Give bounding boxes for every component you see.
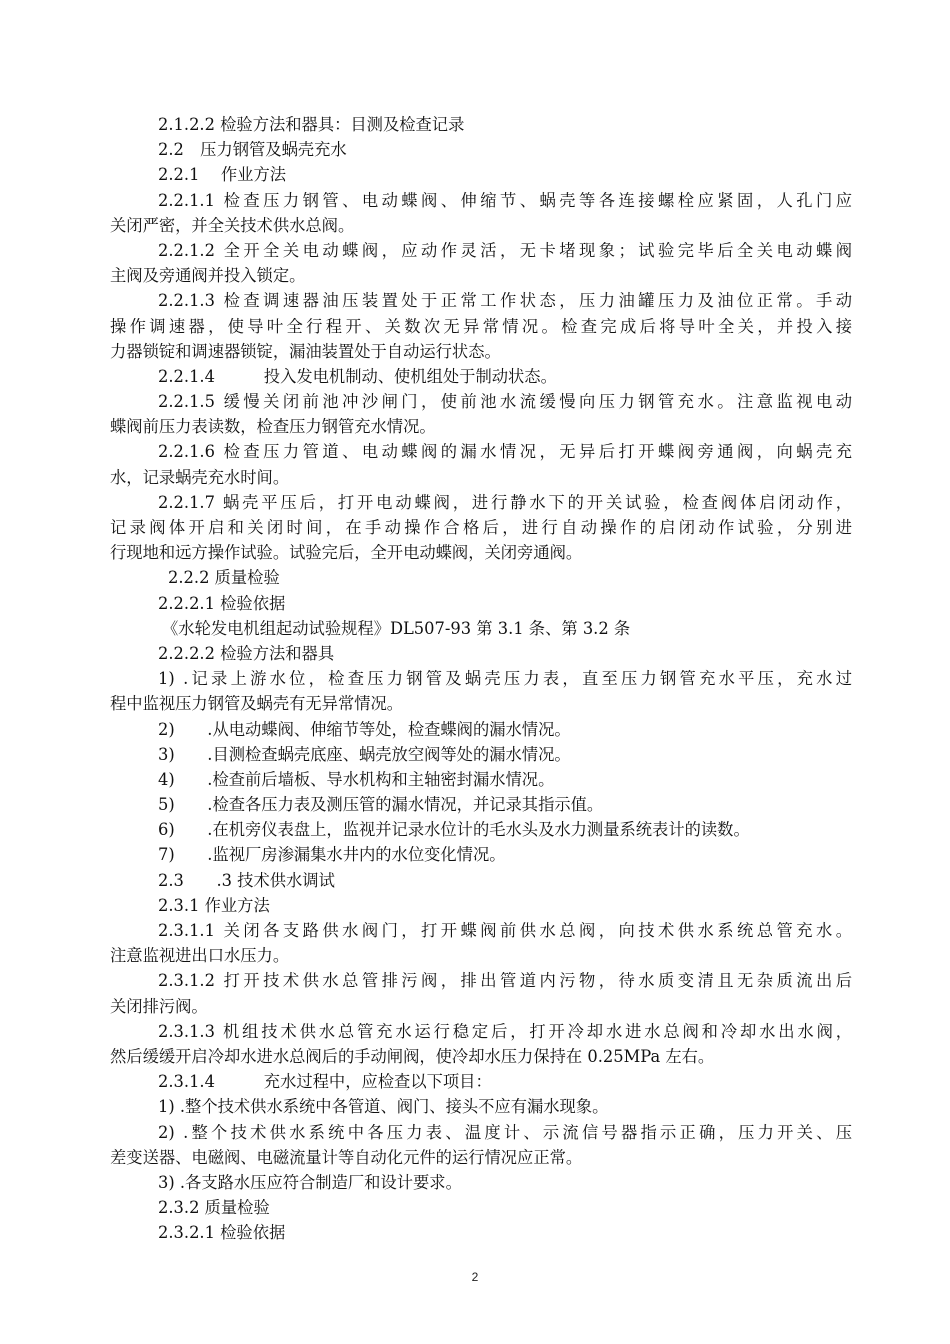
text-line: 2.3.2.1 检验依据 xyxy=(158,1223,286,1243)
text-line: 关闭排污阀。 xyxy=(110,996,208,1016)
page-number: 2 xyxy=(471,1270,479,1284)
text-line: 然后缓缓开启冷却水进水总阀后的手动闸阀，使冷却水压力保持在 0.25MPa 左右。 xyxy=(110,1046,715,1066)
text-line: 《水轮发电机组起动试验规程》DL507-93 第 3.1 条、第 3.2 条 xyxy=(162,618,631,638)
text-line: 2.2.1.1 检查压力钢管、电动蝶阀、伸缩节、蜗壳等各连接螺栓应紧固，人孔门应 xyxy=(158,190,852,210)
text-line: 主阀及旁通阀并投入锁定。 xyxy=(110,266,306,286)
list-item: 4) .检查前后墙板、导水机构和主轴密封漏水情况。 xyxy=(158,769,555,789)
text-line: 2.2.1.5 缓慢关闭前池冲沙闸门，使前池水流缓慢向压力钢管充水。注意监视电动 xyxy=(158,392,852,412)
section-heading: 2.2 压力钢管及蜗壳充水 xyxy=(158,140,347,160)
text-line: 2.1.2.2 检验方法和器具：目测及检查记录 xyxy=(158,115,465,134)
text-line: 力器锁锭和调速器锁锭，漏油装置处于自动运行状态。 xyxy=(110,341,501,361)
text-line: 行现地和远方操作试验。试验完后，全开电动蝶阀，关闭旁通阀。 xyxy=(110,543,583,563)
text-line: 2.2.1.2 全开全关电动蝶阀，应动作灵活，无卡堵现象；试验完毕后全关电动蝶阀 xyxy=(158,240,852,260)
text-line: 蝶阀前压力表读数，检查压力钢管充水情况。 xyxy=(110,417,436,437)
list-item: 6) .在机旁仪表盘上，监视并记录水位计的毛水头及水力测量系统表计的读数。 xyxy=(158,820,750,840)
list-item: 3) .各支路水压应符合制造厂和设计要求。 xyxy=(158,1172,462,1192)
list-item: 2) .从电动蝶阀、伸缩节等处，检查蝶阀的漏水情况。 xyxy=(158,719,571,739)
text-line: 程中监视压力钢管及蜗壳有无异常情况。 xyxy=(110,694,404,714)
text-line: 2.3.1.4 充水过程中，应检查以下项目： xyxy=(158,1072,492,1092)
list-item: 1) .记录上游水位，检查压力钢管及蜗壳压力表，直至压力钢管充水平压，充水过 xyxy=(158,669,852,689)
text-line: 操作调速器，使导叶全行程开、关数次无异常情况。检查完成后将导叶全关，并投入接 xyxy=(110,316,852,336)
text-line: 注意监视进出口水压力。 xyxy=(110,946,290,966)
text-line: 差变送器、电磁阀、电磁流量计等自动化元件的运行情况应正常。 xyxy=(110,1147,583,1167)
section-heading: 2.3 .3 技术供水调试 xyxy=(158,870,335,890)
list-item: 5) .检查各压力表及测压管的漏水情况，并记录其指示值。 xyxy=(158,795,604,815)
text-line: 水，记录蜗壳充水时间。 xyxy=(110,467,290,487)
text-line: 2.2.2.2 检验方法和器具 xyxy=(158,643,335,663)
text-line: 2.2.1.6 检查压力管道、电动蝶阀的漏水情况，无异后打开蝶阀旁通阀，向蜗壳充 xyxy=(158,442,852,462)
list-item: 3) .目测检查蜗壳底座、蜗壳放空阀等处的漏水情况。 xyxy=(158,744,571,764)
subsection-heading: 2.3.1 作业方法 xyxy=(158,895,270,915)
text-line: 2.3.1.2 打开技术供水总管排污阀，排出管道内污物，待水质变清且无杂质流出后 xyxy=(158,971,852,991)
text-line: 2.2.1.3 检查调速器油压装置处于正常工作状态，压力油罐压力及油位正常。手动 xyxy=(158,291,852,311)
text-line: 2.3.1.3 机组技术供水总管充水运行稳定后，打开冷却水进水总阀和冷却水出水阀， xyxy=(158,1021,852,1041)
list-item: 2) .整个技术供水系统中各压力表、温度计、示流信号器指示正确，压力开关、压 xyxy=(158,1122,852,1142)
text-line: 关闭严密，并全关技术供水总阀。 xyxy=(110,215,355,235)
document-body xyxy=(110,112,852,1245)
list-item: 7) .监视厂房渗漏集水井内的水位变化情况。 xyxy=(158,845,506,865)
text-line: 2.2.1.4 投入发电机制动、使机组处于制动状态。 xyxy=(158,366,557,386)
list-item: 1) .整个技术供水系统中各管道、阀门、接头不应有漏水现象。 xyxy=(158,1097,609,1117)
text-line: 记录阀体开启和关闭时间，在手动操作合格后，进行自动操作的启闭动作试验，分别进 xyxy=(110,518,852,537)
text-line: 2.3.1.1 关闭各支路供水阀门，打开蝶阀前供水总阀，向技术供水系统总管充水。 xyxy=(158,921,852,940)
text-line: 2.2.1.7 蜗壳平压后，打开电动蝶阀，进行静水下的开关试验，检查阀体启闭动作， xyxy=(158,492,852,512)
subsection-heading: 2.2.2 质量检验 xyxy=(168,568,280,588)
text-line: 2.2.2.1 检验依据 xyxy=(158,593,286,613)
subsection-heading: 2.3.2 质量检验 xyxy=(158,1198,270,1218)
subsection-heading: 2.2.1 作业方法 xyxy=(158,165,287,185)
